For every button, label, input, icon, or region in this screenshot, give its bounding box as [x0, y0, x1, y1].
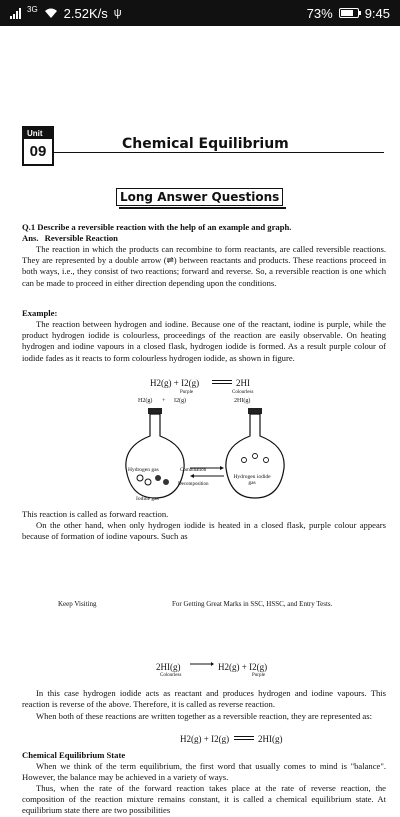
footer-right: For Getting Great Marks in SSC, HSSC, and Entry Tests. — [172, 600, 333, 608]
paragraph-7: When we think of the term equilibrium, the first word that usually comes to mind is "balance". However, the balance may be achieved in a variety of ways. — [22, 761, 386, 783]
network-speed: 2.52K/s — [63, 5, 108, 21]
paragraph-8: Thus, when the rate of the forward reaction takes place at the rate of reverse reaction, the composition of the reaction mixture remains constant, it is called a chemical equilibrium state. At equilibrium state there are two possibilities — [22, 783, 386, 816]
unit-badge — [22, 126, 54, 166]
equilibrium-arrow-2-icon — [234, 732, 254, 742]
left-flask — [126, 408, 184, 498]
flask-hi-label: 2HI(g) — [234, 398, 251, 404]
forward-arrow-icon — [190, 660, 214, 670]
document-page[interactable] — [0, 26, 400, 816]
footer-left: Keep Visiting — [58, 600, 97, 608]
reaction-1-lhs: H2(g) + I2(g) — [150, 378, 200, 388]
reaction-2-rhs-note: Purple — [252, 673, 266, 678]
question-1: Q.1 Describe a reversible reaction with the help of an example and graph. — [22, 222, 292, 232]
header-rule — [54, 152, 384, 153]
equilibrium-arrow-icon — [212, 376, 232, 386]
reaction-1-rhs: 2HI — [236, 378, 250, 388]
paragraph-3: This reaction is called as forward reaction. — [22, 509, 169, 519]
reaction-1-colourless: Colourless — [232, 390, 254, 395]
reaction-2-lhs: 2HI(g) — [156, 662, 181, 672]
unit-number: 09 — [29, 143, 47, 160]
answer-heading — [22, 233, 386, 244]
usb-icon: ψ — [113, 7, 122, 19]
iodine-gas-label: Iodine gas — [136, 496, 159, 502]
section-heading: Long Answer Questions — [116, 188, 283, 206]
paragraph-4: On the other hand, when only hydrogen iodide is heated in a closed flask, purple colour appears because of formation of iodine vapours. Such as — [22, 520, 386, 542]
decomposition-label: Decomposition — [178, 482, 209, 487]
paragraph-6: When both of these reactions are written together as a reversible reaction, they are represented as: — [36, 711, 372, 721]
paragraph-5: In this case hydrogen iodide acts as reactant and produces hydrogen and iodine vapours. This reaction is reverse of the above. Therefore, it is called as reverse reaction. — [22, 688, 386, 710]
signal-icon — [10, 8, 21, 19]
equilibrium-heading: Chemical Equilibrium State — [22, 750, 126, 760]
battery-icon — [339, 8, 359, 18]
flask-h2-label: H2(g) — [138, 398, 153, 404]
flask-i2-label: I2(g) — [174, 398, 186, 404]
reaction-3-lhs: H2(g) + I2(g) — [180, 734, 230, 744]
hydrogen-iodide-gas-label: Hydrogen iodide gas — [233, 474, 271, 486]
wifi-icon — [44, 8, 58, 19]
paragraph-2: The reaction between hydrogen and iodine. Because one of the reactant, iodine is purple, while the product hydrogen iodide is colourless, proceedings of the reaction are easily observable. On heating hydrogen and iodine vapours in a closed flask, hydrogen iodide is formed. As a result purple colour of iodide fades as it reacts to form colourless hydrogen iodide, as shown in figure. — [22, 319, 386, 363]
battery-percent: 73% — [306, 5, 333, 21]
answer-title: Reversible Reaction — [44, 233, 118, 243]
answer-label: Ans. — [22, 233, 39, 243]
chapter-title: Chemical Equilibrium — [122, 136, 289, 152]
paragraph-1: The reaction in which the products can recombine to form reactants, are called reversible reactions. They are represented by a double arrow (⇌) between reactants and products. These reactions proceed in both ways, i.e., they consist of two reactions; forward and reverse. So, a reversible reaction is one which can be made to proceed in either direction depending upon the conditions. — [22, 244, 386, 288]
flask-plus-label: + — [162, 398, 166, 404]
network-type: 3G — [27, 4, 38, 14]
clock: 9:45 — [364, 5, 390, 21]
reaction-2-lhs-note: Colourless — [160, 673, 182, 678]
reaction-1-purple: Purple — [180, 390, 194, 395]
hydrogen-gas-label: Hydrogen gas — [128, 467, 159, 473]
reaction-3-rhs: 2HI(g) — [258, 734, 283, 744]
reaction-2-rhs: H2(g) + I2(g) — [218, 662, 268, 672]
status-bar — [0, 0, 400, 26]
unit-label: Unit — [24, 128, 52, 139]
example-label: Example: — [22, 308, 58, 318]
flask-diagram — [120, 406, 290, 506]
combination-label: Combination — [180, 468, 207, 473]
